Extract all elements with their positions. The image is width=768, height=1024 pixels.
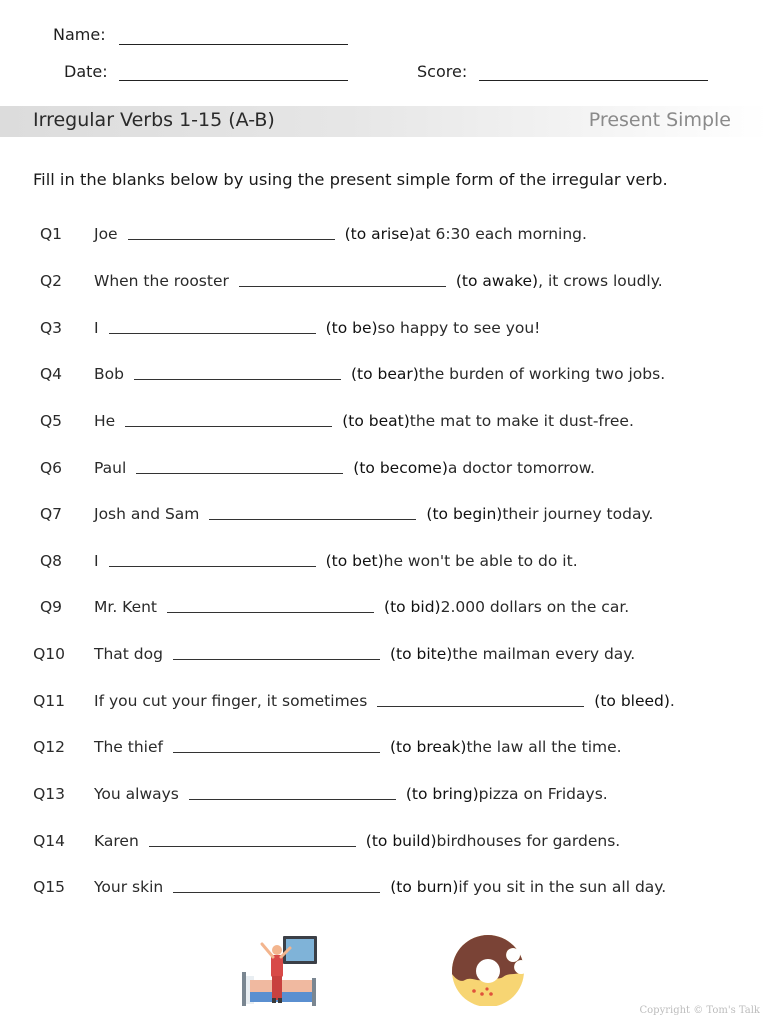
question-text-after: at 6:30 each morning. xyxy=(414,225,587,243)
answer-blank[interactable] xyxy=(173,738,380,753)
question-number: Q3 xyxy=(39,319,62,337)
question-text-before: I xyxy=(94,319,99,337)
answer-blank[interactable] xyxy=(377,692,584,707)
answer-blank[interactable] xyxy=(209,505,416,520)
instructions: Fill in the blanks below by using the present simple form of the irregular verb. xyxy=(33,170,668,189)
name-line[interactable] xyxy=(119,44,348,45)
question-row xyxy=(0,832,768,856)
question-number: Q9 xyxy=(39,598,62,616)
verb-hint: (to bid) xyxy=(384,598,441,616)
name-label: Name: xyxy=(53,25,106,44)
question-number: Q11 xyxy=(33,692,65,710)
question-row xyxy=(0,319,768,343)
question-number: Q6 xyxy=(39,459,62,477)
question-row xyxy=(0,598,768,622)
verb-hint: (to begin) xyxy=(426,505,503,523)
question-number: Q8 xyxy=(39,552,62,570)
question-text-before: The thief xyxy=(94,738,163,756)
verb-hint: (to build) xyxy=(365,832,437,850)
question-text-after: 2.000 dollars on the car. xyxy=(440,598,630,616)
question-row xyxy=(0,225,768,249)
question-text-before: Joe xyxy=(94,225,118,243)
question-text-before: I xyxy=(94,552,99,570)
worksheet-title: Irregular Verbs 1-15 (A-B) xyxy=(33,109,275,131)
verb-hint: (to bring) xyxy=(405,785,479,803)
question-text-before: Karen xyxy=(94,832,139,850)
question-row xyxy=(0,878,768,902)
answer-blank[interactable] xyxy=(134,365,341,380)
question-text-before: That dog xyxy=(94,645,163,663)
question-text-after: so happy to see you! xyxy=(377,319,541,337)
answer-blank[interactable] xyxy=(136,459,343,474)
verb-hint: (to bite) xyxy=(389,645,453,663)
verb-hint: (to burn) xyxy=(390,878,459,896)
question-text-before: If you cut your finger, it sometimes xyxy=(94,692,368,710)
question-row xyxy=(0,692,768,716)
question-row xyxy=(0,738,768,762)
question-number: Q13 xyxy=(33,785,65,803)
question-text-before: He xyxy=(94,412,116,430)
question-row xyxy=(0,272,768,296)
verb-hint: (to awake) xyxy=(455,272,539,290)
copyright-notice: Copyright © Tom's Talk xyxy=(639,1005,760,1016)
question-text-after: the law all the time. xyxy=(466,738,622,756)
answer-blank[interactable] xyxy=(109,319,316,334)
question-text-after: if you sit in the sun all day. xyxy=(458,878,667,896)
question-number: Q14 xyxy=(33,832,65,850)
verb-hint: (to bet) xyxy=(325,552,384,570)
question-row xyxy=(0,412,768,436)
question-text-after: . xyxy=(669,692,675,710)
bitten-donut-icon xyxy=(451,934,527,1006)
question-number: Q4 xyxy=(39,365,62,383)
answer-blank[interactable] xyxy=(125,412,332,427)
question-text-before: You always xyxy=(94,785,179,803)
question-text-before: When the rooster xyxy=(94,272,229,290)
question-text-before: Your skin xyxy=(94,878,164,896)
verb-hint: (to break) xyxy=(389,738,467,756)
verb-hint: (to be) xyxy=(325,319,378,337)
score-label: Score: xyxy=(417,62,468,81)
question-number: Q12 xyxy=(33,738,65,756)
question-text-after: he won't be able to do it. xyxy=(383,552,578,570)
question-text-after: birdhouses for gardens. xyxy=(436,832,621,850)
verb-hint: (to become) xyxy=(353,459,448,477)
answer-blank[interactable] xyxy=(128,225,335,240)
question-row xyxy=(0,505,768,529)
date-line[interactable] xyxy=(119,80,348,81)
date-label: Date: xyxy=(64,62,108,81)
question-number: Q15 xyxy=(33,878,65,896)
answer-blank[interactable] xyxy=(149,832,356,847)
question-text-before: Paul xyxy=(94,459,127,477)
question-number: Q7 xyxy=(39,505,62,523)
question-text-after: a doctor tomorrow. xyxy=(447,459,595,477)
question-text-after: pizza on Fridays. xyxy=(478,785,608,803)
question-number: Q1 xyxy=(39,225,62,243)
question-row xyxy=(0,785,768,809)
answer-blank[interactable] xyxy=(109,552,316,567)
question-row xyxy=(0,645,768,669)
answer-blank[interactable] xyxy=(239,272,446,287)
verb-hint: (to arise) xyxy=(344,225,415,243)
question-text-after: the mat to make it dust-free. xyxy=(409,412,634,430)
question-text-after: the mailman every day. xyxy=(452,645,636,663)
answer-blank[interactable] xyxy=(167,598,374,613)
person-waking-up-icon xyxy=(240,934,320,1008)
question-text-after: , it crows loudly. xyxy=(538,272,663,290)
question-text-before: Bob xyxy=(94,365,124,383)
question-row xyxy=(0,459,768,483)
question-row xyxy=(0,365,768,389)
verb-hint: (to bear) xyxy=(350,365,419,383)
answer-blank[interactable] xyxy=(173,645,380,660)
question-row xyxy=(0,552,768,576)
answer-blank[interactable] xyxy=(173,878,380,893)
question-text-after: their journey today. xyxy=(502,505,654,523)
question-text-after: the burden of working two jobs. xyxy=(418,365,666,383)
verb-hint: (to beat) xyxy=(342,412,410,430)
question-number: Q10 xyxy=(33,645,65,663)
answer-blank[interactable] xyxy=(189,785,396,800)
score-line[interactable] xyxy=(479,80,708,81)
verb-hint: (to bleed) xyxy=(594,692,670,710)
question-text-before: Josh and Sam xyxy=(94,505,200,523)
question-number: Q2 xyxy=(39,272,62,290)
question-number: Q5 xyxy=(39,412,62,430)
title-banner xyxy=(0,106,768,137)
worksheet-subtitle: Present Simple xyxy=(588,109,731,131)
question-text-before: Mr. Kent xyxy=(94,598,158,616)
